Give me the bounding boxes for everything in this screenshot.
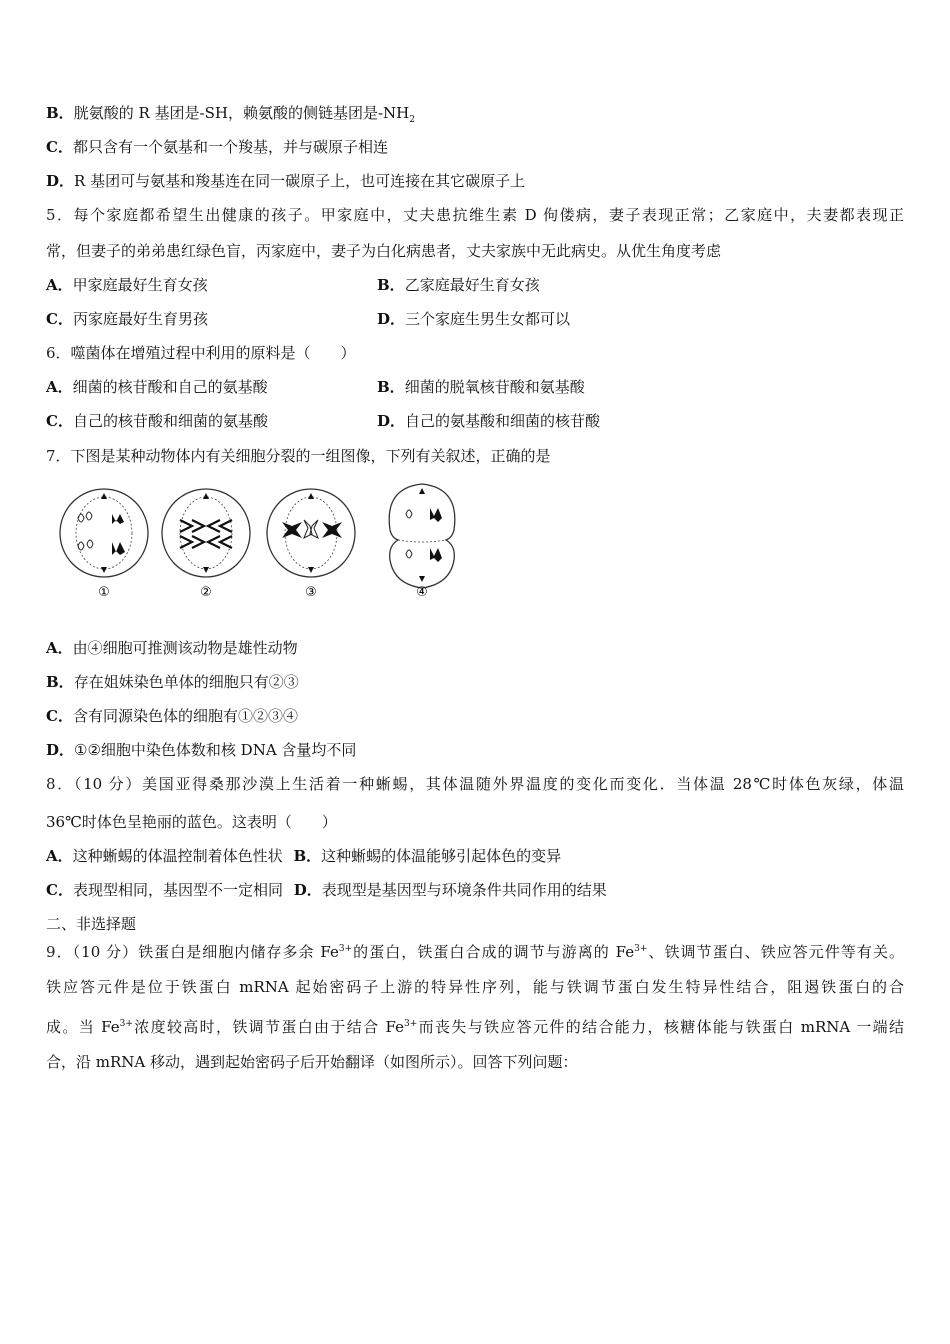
- option-text: 自己的氨基酸和细菌的核苷酸: [405, 412, 601, 430]
- option-text: 由④细胞可推测该动物是雄性动物: [72, 639, 298, 657]
- q9-line1: [46, 939, 904, 962]
- q8-stem-line1: [46, 774, 904, 794]
- option-text: 含有同源染色体的细胞有①②③④: [72, 707, 298, 725]
- question-stem: 36℃时体色呈艳丽的蓝色。这表明（ ）: [46, 813, 337, 831]
- option-label: A．: [46, 847, 73, 865]
- option-text: ①②细胞中染色体数和核 DNA 含量均不同: [74, 741, 357, 759]
- option-text: 都只含有一个氨基和一个羧基，并与碳原子相连: [72, 138, 388, 156]
- option-text: 细菌的脱氧核苷酸和氨基酸: [404, 378, 585, 396]
- q9-line3: [46, 1014, 904, 1037]
- question-stem: 下图是某种动物体内有关细胞分裂的一组图像，下列有关叙述，正确的是: [70, 447, 551, 465]
- option-label: C．: [46, 707, 73, 725]
- q4-option-b: [46, 103, 415, 130]
- figure-caption-3: ③: [305, 585, 317, 600]
- option-text: 乙家庭最好生育女孩: [404, 276, 540, 294]
- option-label: D．: [46, 172, 75, 190]
- q6-option-c: [46, 411, 268, 431]
- q6-option-b: [377, 377, 585, 397]
- option-text: 自己的核苷酸和细菌的氨基酸: [72, 412, 268, 430]
- q4-option-d: [46, 171, 525, 191]
- question-stem: 每个家庭都希望生出健康的孩子。甲家庭中，丈夫患抗维生素 D 佝偻病，妻子表现正常；乙家庭中，夫妻都表现正: [73, 206, 905, 224]
- option-text: 存在姐妹染色单体的细胞只有②③: [73, 673, 299, 691]
- option-label: C．: [46, 412, 73, 430]
- question-number: 8．: [46, 775, 74, 793]
- figure-caption-1: ①: [98, 585, 110, 600]
- superscript: 3+: [404, 1019, 418, 1029]
- figure-caption-2: ②: [200, 585, 212, 600]
- section-title: [46, 914, 136, 934]
- q5-option-a: [46, 275, 208, 295]
- superscript: 3+: [119, 1019, 133, 1029]
- superscript: 3+: [338, 944, 353, 954]
- option-text: R 基团可与氨基和羧基连在同一碳原子上，也可连接在其它碳原子上: [74, 172, 526, 190]
- option-label: D．: [377, 412, 406, 430]
- superscript: 3+: [634, 944, 648, 954]
- option-label: D．: [377, 310, 406, 328]
- figure-caption-4: ④: [416, 585, 428, 600]
- q8-options-cd: [46, 880, 607, 900]
- q5-option-d: [377, 309, 570, 329]
- option-text: 丙家庭最好生育男孩: [72, 310, 208, 328]
- option-text: 三个家庭生男生女都可以: [405, 310, 571, 328]
- option-label: B．: [46, 673, 74, 691]
- option-text: 表现型是基因型与环境条件共同作用的结果: [321, 881, 607, 899]
- q5-stem-line2: [46, 241, 721, 261]
- question-score: （10 分）: [73, 775, 143, 793]
- cell-4: [389, 484, 455, 588]
- q8-stem-line2: [46, 812, 337, 832]
- q6-stem: [46, 343, 356, 363]
- q9-line2: [46, 977, 904, 997]
- q4-option-c: [46, 137, 388, 157]
- option-label: B．: [46, 104, 74, 122]
- question-stem: 、铁调节蛋白、铁应答元件等有关。: [647, 943, 905, 961]
- question-stem: 成。当 Fe: [46, 1018, 120, 1036]
- option-label: A．: [46, 639, 73, 657]
- q6-option-a: [46, 377, 268, 397]
- option-label: C．: [46, 138, 73, 156]
- question-stem: 的蛋白，铁蛋白合成的调节与游离的 Fe: [352, 943, 635, 961]
- option-text: 胱氨酸的 R 基团是-SH，赖氨酸的侧链基团是-NH: [73, 104, 410, 122]
- question-stem: 铁蛋白是细胞内储存多余 Fe: [138, 943, 339, 961]
- q5-stem-line1: [46, 205, 904, 225]
- question-stem: 而丧失与铁应答元件的结合能力，核糖体能与铁蛋白 mRNA 一端结: [417, 1018, 905, 1036]
- option-label: B．: [377, 378, 405, 396]
- question-stem: 浓度较高时，铁调节蛋白由于结合 Fe: [132, 1018, 405, 1036]
- cell-division-figure: [52, 474, 472, 604]
- cell-3: [267, 489, 355, 577]
- option-label: B．: [293, 847, 322, 865]
- q7-option-c: [46, 706, 298, 726]
- option-label: A．: [46, 378, 73, 396]
- cell-1: [60, 489, 148, 577]
- option-text: 表现型相同，基因型不一定相同: [72, 881, 283, 899]
- option-label: C．: [46, 881, 73, 899]
- cell-2: [162, 489, 250, 577]
- option-text: 甲家庭最好生育女孩: [72, 276, 208, 294]
- question-stem: 噬菌体在增殖过程中利用的原料是（ ）: [70, 344, 356, 362]
- q5-option-b: [377, 275, 540, 295]
- option-text: 细菌的核苷酸和自己的氨基酸: [72, 378, 268, 396]
- question-stem: 铁应答元件是位于铁蛋白 mRNA 起始密码子上游的特异性序列，能与铁调节蛋白发生特异性结合，阻遏铁蛋白的合: [46, 978, 904, 996]
- option-label: D．: [46, 741, 75, 759]
- q7-option-a: [46, 638, 298, 658]
- question-score: （10 分）: [72, 943, 139, 961]
- question-number: 9．: [46, 943, 73, 961]
- q7-stem: [46, 446, 551, 466]
- q5-option-c: [46, 309, 208, 329]
- option-label: C．: [46, 310, 73, 328]
- option-label: B．: [377, 276, 405, 294]
- question-number: 7．: [46, 447, 71, 465]
- option-label: A．: [46, 276, 73, 294]
- q9-line4: [46, 1052, 578, 1072]
- cell-division-diagram: [52, 474, 472, 604]
- question-stem: 美国亚得桑那沙漠上生活着一种蜥蜴，其体温随外界温度的变化而变化．当体温 28℃时体色灰绿，体温: [142, 775, 904, 793]
- q6-option-d: [377, 411, 600, 431]
- section-heading: 二、非选择题: [46, 915, 137, 933]
- q7-option-d: [46, 740, 356, 760]
- subscript: 2: [409, 115, 415, 125]
- q7-option-b: [46, 672, 299, 692]
- q8-options-ab: [46, 846, 561, 866]
- option-label: D．: [293, 881, 322, 899]
- question-number: 5．: [46, 206, 74, 224]
- option-text: 这种蜥蜴的体温能够引起体色的变异: [321, 847, 562, 865]
- question-number: 6．: [46, 344, 71, 362]
- question-stem: 合，沿 mRNA 移动，遇到起始密码子后开始翻译（如图所示）。回答下列问题：: [46, 1053, 578, 1071]
- question-stem: 常，但妻子的弟弟患红绿色盲，丙家庭中，妻子为白化病患者，丈夫家族中无此病史。从优生角度考虑: [46, 242, 722, 260]
- option-text: 这种蜥蜴的体温控制着体色性状: [72, 847, 283, 865]
